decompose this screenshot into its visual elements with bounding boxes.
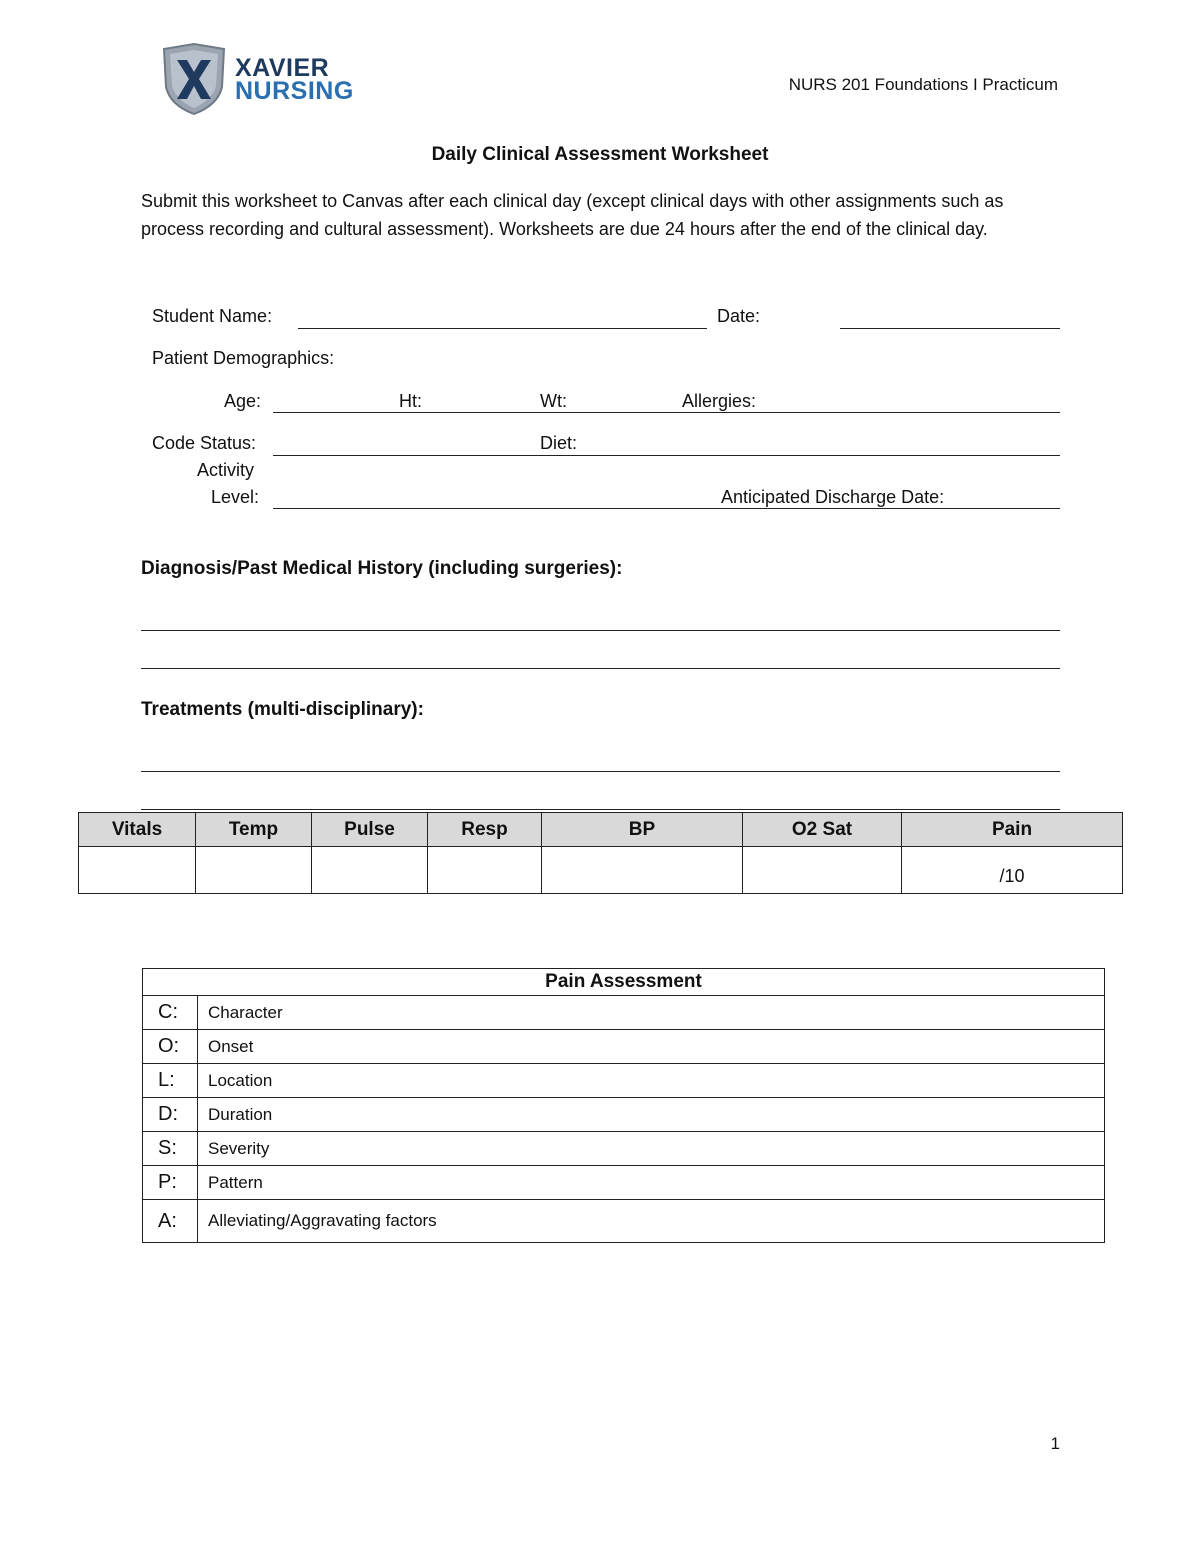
pain-label[interactable]: Pattern [198, 1166, 1105, 1200]
allergies-label: Allergies: [682, 391, 757, 411]
pain-letter: L: [143, 1064, 198, 1098]
vitals-header-row [79, 813, 1123, 847]
pain-letter: D: [143, 1098, 198, 1132]
pain-assessment-title: Pain Assessment [143, 969, 1105, 996]
pain-letter: P: [143, 1166, 198, 1200]
treatments-heading: Treatments (multi-disciplinary): [141, 699, 424, 720]
age-label: Age: [224, 391, 262, 411]
age-ht-wt-allergies-field[interactable] [273, 412, 1060, 413]
temp-cell[interactable] [196, 847, 312, 894]
code-status-label: Code Status: [152, 433, 257, 453]
pain-label[interactable]: Character [198, 996, 1105, 1030]
pain-assessment-table [142, 968, 1105, 1243]
pain-cell[interactable]: /10 [902, 847, 1123, 894]
bp-header: BP [542, 813, 743, 847]
date-field[interactable] [840, 328, 1060, 329]
pain-letter: A: [143, 1200, 198, 1243]
activity-discharge-field[interactable] [273, 508, 1060, 509]
bp-cell[interactable] [542, 847, 743, 894]
level-label: Level: [211, 487, 260, 507]
page-title: Daily Clinical Assessment Worksheet [431, 144, 769, 165]
pain-label[interactable]: Onset [198, 1030, 1105, 1064]
vitals-header: Vitals [79, 813, 196, 847]
course-title: NURS 201 Foundations I Practicum [788, 75, 1058, 94]
resp-cell[interactable] [428, 847, 542, 894]
pain-label[interactable]: Duration [198, 1098, 1105, 1132]
pain-row-duration [143, 1098, 1105, 1132]
student-name-field[interactable] [298, 328, 707, 329]
logo-nursing-text: NURSING [235, 77, 354, 105]
instructions-paragraph: Submit this worksheet to Canvas after each clinical day (except clinical days with other assignments such as process recording and cultural assessment). Worksheets are due 24 hours after the end of the clinical day. [141, 191, 1004, 239]
pulse-header: Pulse [312, 813, 428, 847]
temp-header: Temp [196, 813, 312, 847]
logo-xavier-text: XAVIER [235, 54, 330, 82]
pain-row-character [143, 996, 1105, 1030]
pain-row-onset [143, 1030, 1105, 1064]
activity-label: Activity [197, 460, 255, 480]
diet-label: Diet: [540, 433, 578, 453]
resp-header: Resp [428, 813, 542, 847]
treatments-line-2[interactable] [141, 809, 1060, 810]
o2-sat-header: O2 Sat [743, 813, 902, 847]
pain-letter: C: [143, 996, 198, 1030]
vitals-table [78, 812, 1123, 894]
pulse-cell[interactable] [312, 847, 428, 894]
pain-row-alleviating [143, 1200, 1105, 1243]
diagnosis-line-1[interactable] [141, 630, 1060, 631]
treatments-line-1[interactable] [141, 771, 1060, 772]
pain-letter: O: [143, 1030, 198, 1064]
pain-letter: S: [143, 1132, 198, 1166]
pain-row-location [143, 1064, 1105, 1098]
ht-label: Ht: [399, 391, 423, 411]
pain-label[interactable]: Alleviating/Aggravating factors [198, 1200, 1105, 1243]
date-label: Date: [717, 306, 761, 326]
wt-label: Wt: [540, 391, 567, 411]
pain-label[interactable]: Severity [198, 1132, 1105, 1166]
code-status-diet-field[interactable] [273, 455, 1060, 456]
patient-demographics-label: Patient Demographics: [152, 348, 335, 368]
pain-label[interactable]: Location [198, 1064, 1105, 1098]
diagnosis-heading: Diagnosis/Past Medical History (including surgeries): [141, 558, 623, 579]
pain-header: Pain [902, 813, 1123, 847]
page-number: 1 [1050, 1434, 1060, 1453]
xavier-shield-logo [160, 43, 228, 115]
pain-row-pattern [143, 1166, 1105, 1200]
vitals-entry-row [79, 847, 1123, 894]
student-name-label: Student Name: [152, 306, 273, 326]
o2-sat-cell[interactable] [743, 847, 902, 894]
discharge-date-label: Anticipated Discharge Date: [721, 487, 945, 507]
pain-row-severity [143, 1132, 1105, 1166]
vitals-cell[interactable] [79, 847, 196, 894]
diagnosis-line-2[interactable] [141, 668, 1060, 669]
